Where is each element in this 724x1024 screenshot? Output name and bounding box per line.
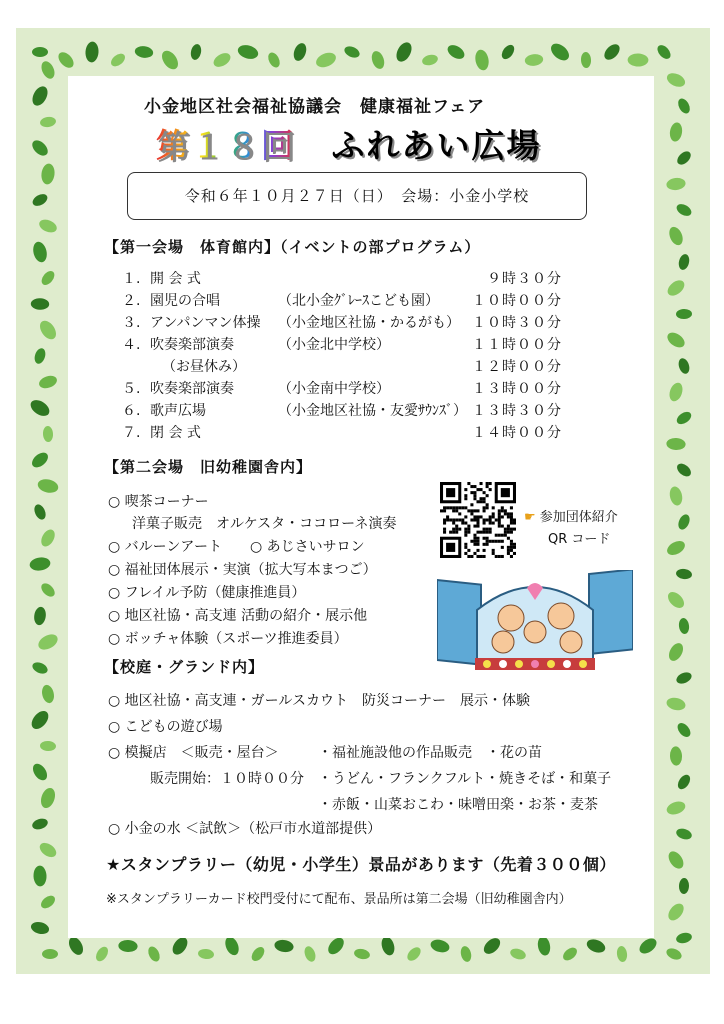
- pointing-hand-icon: ☛: [524, 510, 536, 525]
- section3-heading: 【校庭・グランド内】: [104, 658, 265, 676]
- program-item-time: １３時３０分: [472, 403, 562, 419]
- sec2-line: ○ フレイル予防（健康推進員）: [108, 585, 306, 601]
- program-item-name: アンパンマン体操: [150, 315, 261, 331]
- qr-code-icon[interactable]: [440, 482, 516, 558]
- program-item-number: ７.: [122, 425, 141, 441]
- edition-number: 第１８回: [156, 126, 296, 165]
- program-item-name: 歌声広場: [150, 403, 206, 419]
- sec3-line: ○ 地区社協・高支連・ガールスカウト 防災コーナー 展示・体験: [108, 693, 530, 709]
- program-item-name: 園児の合唱: [150, 293, 220, 309]
- stamp-rally-notice: ★スタンプラリー（幼児・小学生）景品があります（先着３００個）: [106, 855, 616, 874]
- qr-caption-label: 参加団体紹介: [539, 510, 618, 525]
- program-item-number: ６.: [122, 403, 141, 419]
- section2-heading: 【第二会場 旧幼稚園舎内】: [104, 458, 313, 476]
- program-item-time: １２時００分: [472, 359, 562, 375]
- sec2-line: 洋菓子販売 オルケスタ・ココローネ演奏: [132, 516, 397, 532]
- program-item-time: １４時００分: [472, 425, 562, 441]
- program-item-number: １.: [122, 271, 141, 287]
- event-subtitle: 小金地区社会福祉協議会 健康福祉フェア: [144, 97, 486, 117]
- program-item-org: （小金北中学校）: [278, 337, 390, 353]
- program-item-org: （小金地区社協・かるがも）: [278, 315, 460, 331]
- program-item-time: １３時００分: [472, 381, 562, 397]
- sec2-line: ○ ボッチャ体験（スポーツ推進委員）: [108, 631, 348, 647]
- event-title: [156, 120, 542, 167]
- program-item-name: 閉 会 式: [150, 425, 201, 441]
- sec2-line: ○ 地区社協・高支連 活動の紹介・展示他: [108, 608, 368, 624]
- sec2-line: ○ 福祉団体展示・実演（拡大写本まつご）: [108, 562, 377, 578]
- sec3-line: 販売開始：１０時００分: [150, 771, 304, 787]
- program-item-org: （北小金ｸﾞﾚｰｽこども園）: [278, 293, 439, 309]
- date-venue-box: 令和６年１０月２７日（日） 会場：小金小学校: [127, 172, 587, 220]
- qr-caption-2: QR コード: [548, 532, 611, 547]
- program-item-name: （お昼休み）: [162, 359, 246, 375]
- program-item-time: ９時３０分: [487, 271, 562, 287]
- program-item-time: １１時００分: [472, 337, 562, 353]
- section1-heading: 【第一会場 体育館内】（イベントの部プログラム）: [104, 238, 481, 256]
- program-item-number: ４.: [122, 337, 141, 353]
- stamp-card-note: ※スタンプラリーカード校門受付にて配布、景品所は第二会場（旧幼稚園舎内）: [106, 892, 572, 907]
- family-window-illustration: [437, 570, 633, 678]
- program-item-name: 吹奏楽部演奏: [150, 337, 234, 353]
- sec3-line: ・赤飯・山菜おこわ・味噌田楽・お茶・麦茶: [318, 797, 598, 813]
- program-item-org: （小金地区社協・友愛ｻｳﾝｽﾞ）: [278, 403, 467, 419]
- sec3-line: ○ 模擬店 ＜販売・屋台＞: [108, 745, 279, 761]
- qr-caption: [524, 506, 618, 525]
- sec3-line: ・うどん・フランクフルト・焼きそば・和菓子: [318, 771, 612, 787]
- sec3-line: ○ こどもの遊び場: [108, 719, 223, 735]
- program-item-org: （小金南中学校）: [278, 381, 390, 397]
- program-item-time: １０時００分: [472, 293, 562, 309]
- program-item-number: ５.: [122, 381, 141, 397]
- program-item-name: 吹奏楽部演奏: [150, 381, 234, 397]
- program-item-time: １０時３０分: [472, 315, 562, 331]
- event-name: ふれあい広場: [331, 126, 542, 165]
- program-item-name: 開 会 式: [150, 271, 201, 287]
- program-item-number: ２.: [122, 293, 141, 309]
- sec3-line: ・福祉施設他の作品販売 ・花の苗: [318, 745, 542, 761]
- program-item-number: ３.: [122, 315, 141, 331]
- sec2-line: ○ 喫茶コーナー: [108, 494, 209, 510]
- sec2-line: ○ バルーンアート ○ あじさいサロン: [108, 539, 365, 555]
- sec3-line: ○ 小金の水 ＜試飲＞（松戸市水道部提供）: [108, 821, 382, 837]
